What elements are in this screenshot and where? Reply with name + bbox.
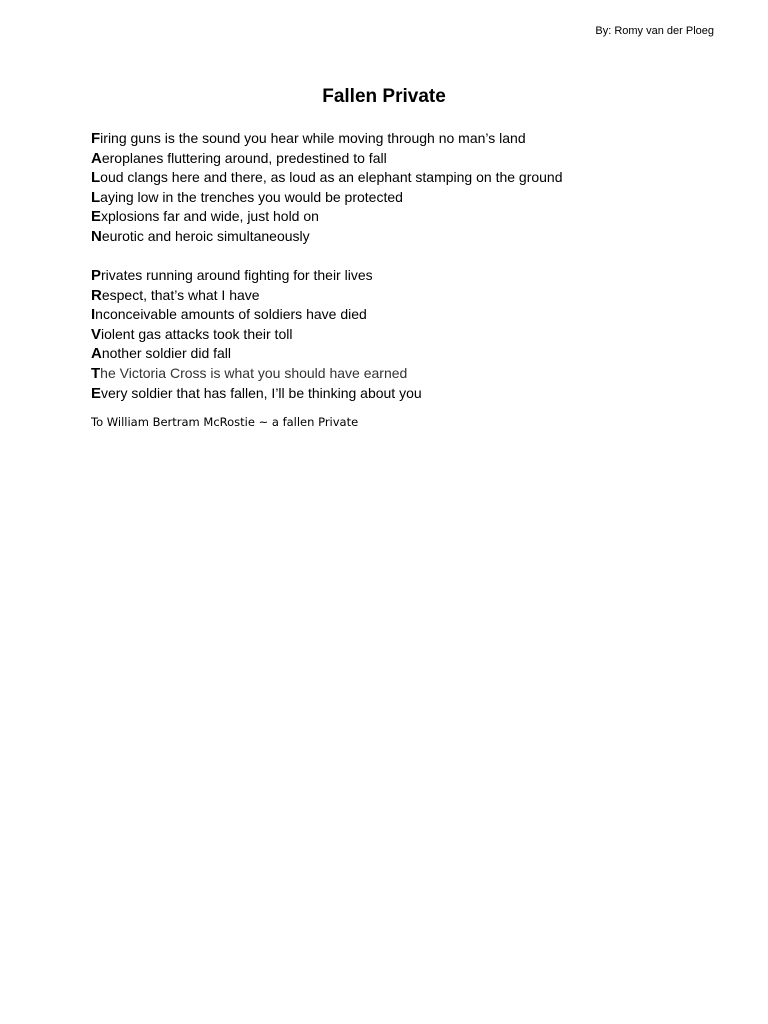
acrostic-initial: E (91, 384, 102, 402)
line-text: eurotic and heroic simultaneously (101, 227, 310, 244)
acrostic-initial: V (91, 325, 102, 343)
acrostic-initial: P (91, 267, 102, 285)
line-text: eroplanes fluttering around, predestined to fall (101, 149, 387, 166)
acrostic-initial: T (91, 365, 101, 383)
line-text: he Victoria Cross is what you should have earned (100, 365, 408, 382)
dedication-note: To William Bertram McRostie ~ a fallen Private (91, 415, 359, 429)
line-text: espect, that’s what I have (101, 286, 260, 303)
poem-line (91, 344, 731, 364)
acrostic-initial: A (91, 345, 102, 363)
author-byline: By: Romy van der Ploeg (595, 25, 714, 37)
poem-line (91, 266, 731, 286)
line-text: nother soldier did fall (101, 345, 232, 362)
poem-line (91, 227, 731, 247)
line-text: nconceivable amounts of soldiers have died (95, 306, 367, 323)
acrostic-initial: R (91, 286, 102, 304)
poem-line (91, 129, 731, 149)
stanza-fallen (91, 129, 731, 247)
poem-line (91, 207, 731, 227)
acrostic-initial: L (91, 169, 101, 187)
poem-line (91, 168, 731, 188)
acrostic-initial: F (91, 130, 101, 147)
line-text: aying low in the trenches you would be protected (100, 188, 403, 205)
line-text: iolent gas attacks took their toll (101, 325, 293, 342)
poem-line (91, 188, 731, 208)
poem-line (91, 286, 731, 306)
line-text: rivates running around fighting for their lives (101, 267, 373, 284)
acrostic-initial: N (91, 227, 102, 245)
poem-line (91, 325, 731, 345)
acrostic-initial: A (91, 149, 102, 167)
poem-line (91, 364, 731, 384)
line-text: very soldier that has fallen, I’ll be thinking about you (101, 384, 422, 401)
acrostic-initial: L (91, 188, 101, 206)
poem-line (91, 384, 731, 404)
acrostic-initial: E (91, 208, 102, 226)
poem-line (91, 149, 731, 169)
poem-title: Fallen Private (322, 86, 446, 107)
poem-body (91, 129, 731, 403)
line-text: iring guns is the sound you hear while moving through no man’s land (100, 130, 526, 146)
line-text: oud clangs here and there, as loud as an elephant stamping on the ground (100, 169, 563, 186)
acrostic-initial: I (91, 306, 96, 324)
line-text: xplosions far and wide, just hold on (101, 208, 319, 225)
stanza-private (91, 266, 731, 403)
poem-line (91, 305, 731, 325)
